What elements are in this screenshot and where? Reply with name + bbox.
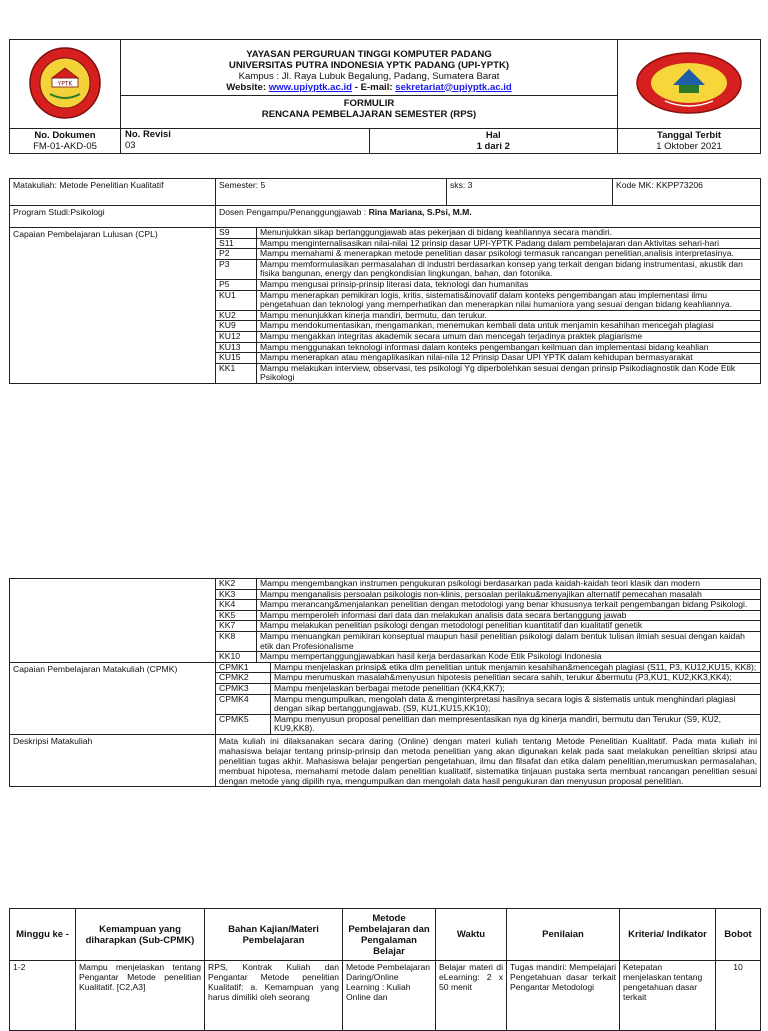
col-method: Metode Pembelajaran dan Pengalaman Belajar <box>343 909 436 961</box>
cpl-item <box>216 589 760 600</box>
right-logo <box>618 40 761 129</box>
item-text: Mampu menganalisis persoalan psikologis non-klinis, persoalan perilaku&menyajikan alternatif pemecahan masalah <box>257 589 761 600</box>
document-header <box>9 39 761 154</box>
item-text: Mampu memperoleh informasi dari data dan melakukan analisis data secara bertanggung jawab <box>257 610 761 621</box>
item-code: KK1 <box>216 363 257 383</box>
item-code: P2 <box>216 249 257 260</box>
item-text: Mampu menggunakan teknologi informasi dalam konteks pengembangan keilmuan dan implementasi bidang keahlian <box>257 342 761 353</box>
form-title: FORMULIR <box>343 97 395 109</box>
item-text: Mampu mengumpulkan, mengolah data & menginterpretasi hasilnya secara logis & sistematis untuk menghindari plagiasi dengan sikap bertanggungjawab. (S9, KU1,KU15,KK10); <box>271 694 761 714</box>
item-text: Mampu mengakkan integritas akademik secara umum dan mencegah terjadinya praktek plagiarisme <box>257 331 761 342</box>
time-cell: Belajar materi di eLearning: 2 x 50 menit <box>436 961 507 1031</box>
item-code: CPMK5 <box>216 714 271 734</box>
cpl-item <box>216 342 760 353</box>
cpl-item <box>216 321 760 332</box>
item-text: Mampu menyusun proposal penelitian dan mempresentasikan nya dg kinerja mandiri, bermutu dan Terukur (S9, KU2, KU9,KK8). <box>274 713 721 734</box>
item-code: KK5 <box>216 610 257 621</box>
cpl-item <box>216 238 760 249</box>
course-description: Mata kuliah ini dilaksanakan secara daring (Online) dengan materi kuliah tentang Metode Penelitian Kualitatif. Pada mata kuliah ini mahasiswa belajar tentang prinsip-prinsip dan metoda penelitian yang akan digunakan kelak pada saat melakukan penelitian skripsi atau penelitian tugas akhir. Mahasiswa belajar pengertian pengetahuan, ilmu dan filsafat dan etika dalam penelitian,merumuskan permasalahan, membuat hipotesa, memahami metode dalam penelitian kualitatif, sistematika tinjauan pustaka serta membuat rancangan penelitian sesuai dengan metode yang dipilih nya, mengumpulkan dan mengolah data hasil pengukuran dan menyusun proposal penelitian. <box>216 734 761 786</box>
left-logo <box>10 40 121 129</box>
svg-text:YPTK: YPTK <box>57 80 73 87</box>
lecturer-line: Dosen Pengampu/Penanggungjawab : Rina Mariana, S.Psi, M.M. <box>216 206 761 228</box>
col-assessment: Penilaian <box>507 909 620 961</box>
criteria-cell: Ketepatan menjelaskan tentang pengetahuan dasar terkait <box>620 961 716 1031</box>
cpmk-item <box>216 683 760 694</box>
method-cell: Metode Pembelajaran Daring/Online Learning : Kuliah Online dan <box>343 961 436 1031</box>
cpl-item <box>216 279 760 290</box>
cpl-item <box>216 621 760 632</box>
cpl-label: Capaian Pembelajaran Lulusan (CPL) <box>10 228 216 384</box>
item-text: Mampu menerapkan atau mengaplikasikan nilai-nila 12 Prinsip Dasar UPI YPTK dalam kehidupan bermasyarakat <box>257 353 761 364</box>
item-code: P3 <box>216 259 257 279</box>
assessment-cell: Tugas mandiri: Mempelajari Pengetahuan dasar terkait Pengantar Metodologi <box>507 961 620 1031</box>
campus-address: Kampus : Jl. Raya Lubuk Begalung, Padang, Sumatera Barat <box>238 70 500 82</box>
cpl-item <box>216 652 760 662</box>
item-text: Mampu mempertanggungjawabkan hasil kerja berdasarkan Kode Etik Psikologi Indonesia <box>260 651 602 662</box>
university-name: UNIVERSITAS PUTRA INDONESIA YPTK PADANG (UPI-YPTK) <box>228 59 510 71</box>
item-code: CPMK3 <box>216 683 271 694</box>
course-info-table <box>9 178 761 384</box>
item-code: KK2 <box>216 579 257 589</box>
item-code: CPMK2 <box>216 673 271 684</box>
cpmk-list <box>216 663 760 734</box>
item-code: KU2 <box>216 310 257 321</box>
item-code: S11 <box>216 238 257 249</box>
cpmk-item <box>216 714 760 734</box>
col-material: Bahan Kajian/Materi Pembelajaran <box>205 909 343 961</box>
cpmk-item <box>216 673 760 684</box>
item-text: Mampu memformulasikan permasalahan di industri berdasarkan konsep yang terkait dengan bidang instrumentasi, akustik dan fisika bangunan, energy dan pengkondisian lingkungan, bahan, dan fotonika. <box>257 259 761 279</box>
item-code: KK3 <box>216 589 257 600</box>
cpl-item <box>216 631 760 651</box>
item-code: CPMK4 <box>216 694 271 714</box>
item-code: KK10 <box>216 652 257 662</box>
revision-cell: No. Revisi 03 <box>121 129 369 153</box>
cpl-item <box>216 228 760 238</box>
subcpmk-cell: Mampu menjelaskan tentang Pengantar Metode penelitian Kualitatif. [C2,A3] <box>76 961 205 1031</box>
item-code: CPMK1 <box>216 663 271 673</box>
lecturer-name: Rina Mariana, S.Psi, M.M. <box>368 207 472 217</box>
item-text: Mampu menerapkan pemikiran logis, kritis, sistematis&inovatif dalam konteks pengembangan atau implementasi ilmu pengetahuan dan teknologi yang memperhatikan dan menerapkan nilai humaniora yang sesuai dengan bidang keahliannya. <box>257 290 761 310</box>
week-cell: 1-2 <box>10 961 76 1031</box>
item-code: KU15 <box>216 353 257 364</box>
issue-date-cell: Tanggal Terbit 1 Oktober 2021 <box>618 129 761 154</box>
item-text: Mampu melakukan interview, observasi, tes psikologi Yg diperbolehkan sesuai dengan prinsip Psikodiagnostik dan Kode Etik Psikologi <box>260 362 736 383</box>
cpl-item <box>216 310 760 321</box>
course-semester: Semester: 5 <box>216 179 447 206</box>
item-code: KU13 <box>216 342 257 353</box>
table-row <box>10 961 761 1031</box>
item-code: KK4 <box>216 600 257 611</box>
cpmk-item <box>216 694 760 714</box>
item-text: Mampu menjelaskan prinsip& etika dlm penelitian untuk menjamin kesahihan&mencegah plagiasi (S11, P3, KU12,KU15, KK8); <box>271 663 761 673</box>
item-text: Mampu melakukan penelitian psikologi dengan metodologi penelitian kuantitatif dan kualitatif genetik <box>257 621 761 632</box>
item-code: KK7 <box>216 621 257 632</box>
item-code: KU1 <box>216 290 257 310</box>
col-criteria: Kriteria/ Indikator <box>620 909 716 961</box>
page-cell: Hal 1 dari 2 <box>476 130 510 152</box>
course-name: Matakuliah: Metode Penelitian Kualitatif <box>10 179 216 206</box>
cpmk-item <box>216 663 760 673</box>
item-text: Mampu mendokumentasikan, mengamankan, menemukan kembali data untuk menjamin kesahihan mencegah plagiasi <box>257 321 761 332</box>
item-code: S9 <box>216 228 257 238</box>
cpl-list-continued <box>216 579 760 662</box>
material-cell: RPS, Kontrak Kuliah dan Pengantar Metode penelitian Kualitatif: a. Kemampuan yang harus dimiliki oleh seorang <box>205 961 343 1031</box>
item-text: Mampu menuangkan pemikiran konseptual maupun hasil penelitian psikologi dalam bentuk tulisan ilmiah sesuai dengan kaidah etik dan Profesionalisme <box>257 631 761 651</box>
program-study: Program Studi:Psikologi <box>10 206 216 228</box>
cpmk-label: Capaian Pembelajaran Matakuliah (CPMK) <box>10 662 216 734</box>
item-text: Menunjukkan sikap bertanggungjawab atas pekerjaan di bidang keahliannya secara mandiri. <box>257 228 761 238</box>
header-institution-block <box>121 40 618 129</box>
col-week: Minggu ke - <box>10 909 76 961</box>
col-time: Waktu <box>436 909 507 961</box>
cpl-item <box>216 579 760 589</box>
website-link[interactable]: www.upiyptk.ac.id <box>268 81 353 93</box>
cpl-item <box>216 259 760 279</box>
item-text: Mampu menjelaskan berbagai metode penelitian (KK4,KK7); <box>271 683 761 694</box>
item-text: Mampu merancang&menjalankan penelitian dengan metodologi yang benar khususnya terkait pengembangan bidang Psikologi. <box>257 600 761 611</box>
cpl-list <box>216 228 760 383</box>
item-text: Mampu mengembangkan instrumen pengukuran psikologi berdasarkan pada kaidah-kaidah teori klasik dan modern <box>257 579 761 589</box>
item-text: Mampu memahami & menerapkan metode penelitian dasar psikologi termasuk rancangan penelitian,analisis interpretasinya. <box>257 249 761 260</box>
weight-cell: 10 <box>716 961 761 1031</box>
item-code: KU12 <box>216 331 257 342</box>
yptk-logo-icon <box>28 46 102 120</box>
weekly-plan-table <box>9 908 761 1031</box>
doc-number-cell: No. Dokumen FM-01-AKD-05 <box>10 129 121 154</box>
item-text: Mampu menunjukkan kinerja mandiri, bermutu, dan terukur. <box>257 310 761 321</box>
cpl-item <box>216 353 760 364</box>
course-info-table-continued <box>9 578 761 787</box>
contact-line: Website: www.upiyptk.ac.id - E-mail: sekretariat@upiyptk.ac.id <box>226 81 512 93</box>
email-link[interactable]: sekretariat@upiyptk.ac.id <box>395 81 512 93</box>
description-label: Deskripsi Matakuliah <box>10 734 216 786</box>
cpl-item <box>216 600 760 611</box>
col-subcpmk: Kemampuan yang diharapkan (Sub-CPMK) <box>76 909 205 961</box>
upi-yptk-logo-icon <box>635 51 743 115</box>
item-text: Mampu merumuskan masalah&menyusun hipotesis penelitian secara sahih, terukur &bermutu (P3,KU1, KU2,KK3,KK4); <box>271 673 761 684</box>
col-weight: Bobot <box>716 909 761 961</box>
item-code: KU9 <box>216 321 257 332</box>
cpl-item <box>216 363 760 383</box>
item-text: Mampu mengusai prinsip-prinsip literasi data, teknologi dan humanitas <box>257 279 761 290</box>
item-code: P5 <box>216 279 257 290</box>
cpl-item <box>216 290 760 310</box>
course-sks: sks: 3 <box>447 179 613 206</box>
cpl-item <box>216 610 760 621</box>
item-code: KK8 <box>216 631 257 651</box>
foundation-name: YAYASAN PERGURUAN TINGGI KOMPUTER PADANG <box>246 48 492 60</box>
cpl-item <box>216 249 760 260</box>
course-code: Kode MK: KKPP73206 <box>613 179 761 206</box>
form-subtitle: RENCANA PEMBELAJARAN SEMESTER (RPS) <box>261 108 477 120</box>
item-text: Mampu menginternalisasikan nilai-nilai 12 prinsip dasar UPI-YPTK Padang dalam pembelajaran dan Aktivitas sehari-hari <box>257 238 761 249</box>
cpl-item <box>216 331 760 342</box>
